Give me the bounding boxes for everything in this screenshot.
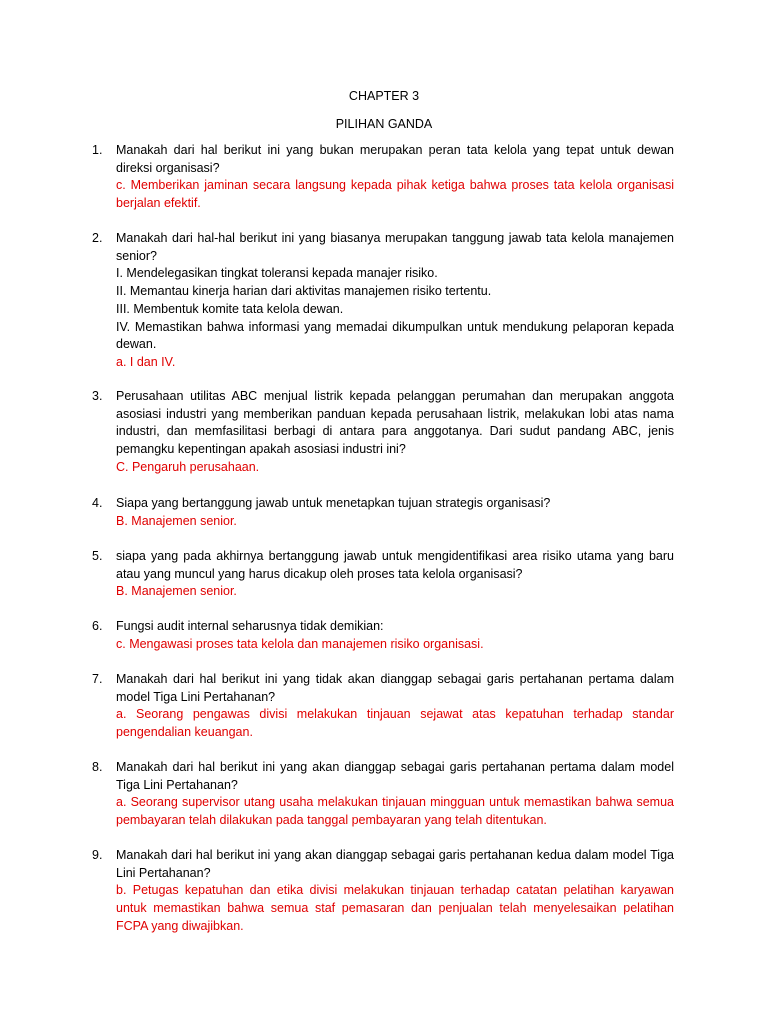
answer-text: b. Petugas kepatuhan dan etika divisi melakukan tinjauan terhadap catatan pelatihan karyawan untuk memastikan bahwa semua staf pemasaran dan penjualan telah menyelesaikan pelatihan FCPA yang diwajibkan. — [116, 883, 674, 933]
question-item — [92, 671, 674, 742]
question-text: Manakah dari hal berikut ini yang tidak akan dianggap sebagai garis pertahanan pertama dalam model Tiga Lini Pertahanan? — [116, 672, 674, 704]
answer-text: B. Manajemen senior. — [116, 584, 237, 599]
answer-text: c. Memberikan jaminan secara langsung kepada pihak ketiga bahwa proses tata kelola organisasi berjalan efektif. — [116, 178, 674, 211]
answer-text: a. I dan IV. — [116, 354, 176, 369]
question-item — [92, 847, 674, 936]
question-number: 6. — [92, 619, 103, 633]
question-item — [92, 618, 674, 653]
question-item — [92, 388, 674, 477]
question-text: Fungsi audit internal seharusnya tidak demikian: — [116, 619, 384, 633]
question-number: 4. — [92, 496, 103, 510]
question-number: 9. — [92, 848, 103, 862]
question-item — [92, 142, 674, 213]
question-item — [92, 548, 674, 601]
option-item: I. Mendelegasikan tingkat toleransi kepada manajer risiko. — [116, 266, 438, 281]
question-item — [92, 230, 674, 372]
question-number: 7. — [92, 672, 103, 686]
section-heading: PILIHAN GANDA — [335, 117, 433, 131]
answer-text: C. Pengaruh perusahaan. — [116, 459, 260, 474]
question-text: Manakah dari hal berikut ini yang bukan merupakan peran tata kelola yang tepat untuk dewan direksi organisasi? — [116, 143, 674, 175]
question-text: Perusahaan utilitas ABC menjual listrik kepada pelanggan perumahan dan merupakan anggota asosiasi industri yang memberikan panduan kepada perusahaan listrik, melakukan lobi atas nama industri, dan memfasilitasi berbagi di antara para anggotanya. Dari sudut pandang ABC, jenis pemangku kepentingan apakah asosiasi industri ini? — [116, 389, 674, 457]
question-number: 3. — [92, 389, 103, 403]
question-text: Manakah dari hal-hal berikut ini yang biasanya merupakan tanggung jawab tata kelola manajemen senior? — [116, 231, 674, 263]
question-number: 5. — [92, 549, 103, 563]
question-item — [92, 495, 674, 530]
question-text: Manakah dari hal berikut ini yang akan dianggap sebagai garis pertahanan pertama dalam model Tiga Lini Pertahanan? — [116, 760, 674, 792]
chapter-heading: CHAPTER 3 — [348, 89, 420, 103]
question-text: siapa yang pada akhirnya bertanggung jawab untuk mengidentifikasi area risiko utama yang baru atau yang muncul yang harus dicakup oleh proses tata kelola organisasi? — [116, 549, 674, 581]
question-number: 2. — [92, 231, 103, 245]
answer-text: B. Manajemen senior. — [116, 513, 237, 528]
option-item: II. Memantau kinerja harian dari aktivitas manajemen risiko tertentu. — [116, 284, 492, 299]
question-text: Manakah dari hal berikut ini yang akan dianggap sebagai garis pertahanan kedua dalam model Tiga Lini Pertahanan? — [116, 848, 674, 880]
option-item: III. Membentuk komite tata kelola dewan. — [116, 301, 344, 316]
answer-text: a. Seorang pengawas divisi melakukan tinjauan sejawat atas kepatuhan terhadap standar pengendalian keuangan. — [116, 707, 674, 740]
answer-text: a. Seorang supervisor utang usaha melakukan tinjauan mingguan untuk memastikan bahwa semua pembayaran telah dilakukan pada tanggal pembayaran yang telah ditentukan. — [116, 795, 674, 828]
question-number: 1. — [92, 143, 103, 157]
question-text: Siapa yang bertanggung jawab untuk menetapkan tujuan strategis organisasi? — [116, 496, 551, 510]
question-number: 8. — [92, 760, 103, 774]
option-item: IV. Memastikan bahwa informasi yang memadai dikumpulkan untuk mendukung pelaporan kepada dewan. — [116, 319, 674, 352]
answer-text: c. Mengawasi proses tata kelola dan manajemen risiko organisasi. — [116, 636, 484, 651]
question-item — [92, 759, 674, 830]
